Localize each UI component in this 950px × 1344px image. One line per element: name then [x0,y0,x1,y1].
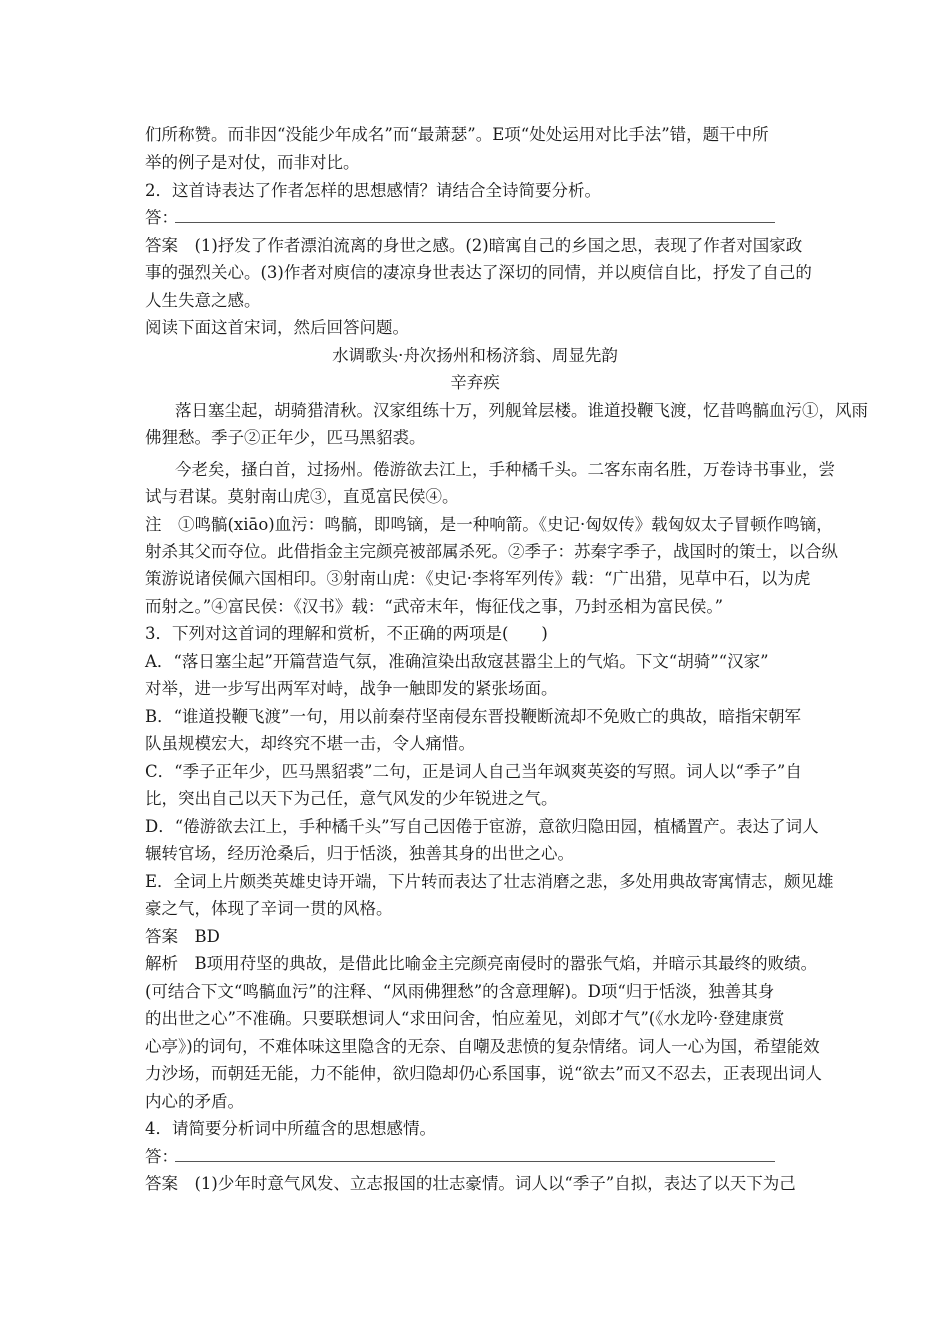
explanation-line-5: 力沙场，而朝廷无能，力不能伸，欲归隐却仍心系国事，说“欲去”而又不忍去，正表现出词人 [145,1064,822,1083]
poem-stanza-1-line-1: 落日塞尘起，胡骑猎清秋。汉家组练十万，列舰耸层楼。谁道投鞭飞渡，忆昔鸣髇血污①，风雨 [175,401,868,420]
annotation-line-2: 射杀其父而夺位。此借指金主完颜亮被部属杀死。②季子：苏秦字季子，战国时的策士，以合纵 [145,542,838,561]
answer-label: 答： [145,208,178,227]
option-a-line-2: 对举，进一步写出两军对峙，战争一触即发的紧张场面。 [145,679,558,698]
answer-2-line-2: 事的强烈关心。(3)作者对庾信的凄凉身世表达了深切的同情，并以庾信自比，抒发了自己的 [145,263,812,282]
answer-2-line-1: 答案 (1)抒发了作者漂泊流离的身世之感。(2)暗寓自己的乡国之思，表现了作者对国家政 [145,236,803,255]
answer-blank-line [175,222,775,223]
option-d-line-2: 辗转官场，经历沧桑后，归于恬淡，独善其身的出世之心。 [145,844,574,863]
option-e-line-2: 豪之气，体现了辛词一贯的风格。 [145,899,393,918]
explanation-line-2: (可结合下文“鸣髇血污”的注释、“风雨佛狸愁”的含意理解)。D项“归于恬淡，独善其身 [145,982,775,1001]
option-d-line-1: D．“倦游欲去江上，手种橘千头”写自己因倦于宦游，意欲归隐田园，植橘置产。表达了词人 [145,817,819,836]
answer-3: 答案 BD [145,927,220,946]
annotation-line-3: 策游说诸侯佩六国相印。③射南山虎：《史记·李将军列传》载：“广出猎，见草中石，以为虎 [145,569,811,588]
answer-blank-line-4 [175,1161,775,1162]
analysis-continuation-line-2: 举的例子是对仗，而非对比。 [145,153,360,172]
answer-4-line-1: 答案 (1)少年时意气风发、立志报国的壮志豪情。词人以“季子”自拟，表达了以天下为己 [145,1174,796,1193]
annotation-line-1: 注 ①鸣髇(xiāo)血污：鸣髇，即鸣镝，是一种响箭。《史记·匈奴传》载匈奴太子冒顿作鸣镝， [145,515,833,534]
poem-author: 辛弃疾 [450,373,500,392]
option-e-line-1: E．全词上片颇类英雄史诗开端，下片转而表达了壮志消磨之悲，多处用典故寄寓情志，颇见雄 [145,872,834,891]
option-b-line-1: B．“谁道投鞭飞渡”一句，用以前秦苻坚南侵东晋投鞭断流却不免败亡的典故，暗指宋朝军 [145,707,801,726]
question-2: 2．这首诗表达了作者怎样的思想感情？请结合全诗简要分析。 [145,181,601,200]
annotation-line-4: 而射之。”④富民侯：《汉书》载：“武帝末年，悔征伐之事，乃封丞相为富民侯。” [145,597,724,616]
question-3: 3．下列对这首词的理解和赏析，不正确的两项是( ) [145,624,548,643]
explanation-line-3: 的出世之心”不准确。只要联想词人“求田问舍，怕应羞见，刘郎才气”(《水龙吟·登建康赏 [145,1009,785,1028]
answer-2-line-3: 人生失意之感。 [145,291,261,310]
option-c-line-1: C．“季子正年少，匹马黑貂裘”二句，正是词人自己当年飒爽英姿的写照。词人以“季子”自 [145,762,802,781]
analysis-continuation-line-1: 们所称赞。而非因“没能少年成名”而“最萧瑟”。E项“处处运用对比手法”错，题干中所 [145,125,769,144]
poem-stanza-2-line-1: 今老矣，搔白首，过扬州。倦游欲去江上，手种橘千头。二客东南名胜，万卷诗书事业，尝 [175,460,835,479]
poem-stanza-1-line-2: 佛狸愁。季子②正年少，匹马黑貂裘。 [145,428,426,447]
explanation-line-1: 解析 B项用苻坚的典故，是借此比喻金主完颜亮南侵时的嚣张气焰，并暗示其最终的败绩。 [145,954,818,973]
option-a-line-1: A．“落日塞尘起”开篇营造气氛，准确渲染出敌寇甚嚣尘上的气焰。下文“胡骑”“汉家” [145,652,769,671]
poem-stanza-2-line-2: 试与君谋。莫射南山虎③，直觅富民侯④。 [145,487,459,506]
option-b-line-2: 队虽规模宏大，却终究不堪一击，令人痛惜。 [145,734,475,753]
question-4: 4．请简要分析词中所蕴含的思想感情。 [145,1119,436,1138]
reading-instruction: 阅读下面这首宋词，然后回答问题。 [145,318,409,337]
answer-label-4: 答： [145,1147,178,1166]
option-c-line-2: 比，突出自己以天下为己任，意气风发的少年锐进之气。 [145,789,558,808]
explanation-line-6: 内心的矛盾。 [145,1092,244,1111]
explanation-line-4: 心亭》)的词句，不难体味这里隐含的无奈、自嘲及悲愤的复杂情绪。词人一心为国，希望能效 [145,1037,820,1056]
poem-title: 水调歌头·舟次扬州和杨济翁、周显先韵 [332,346,618,365]
